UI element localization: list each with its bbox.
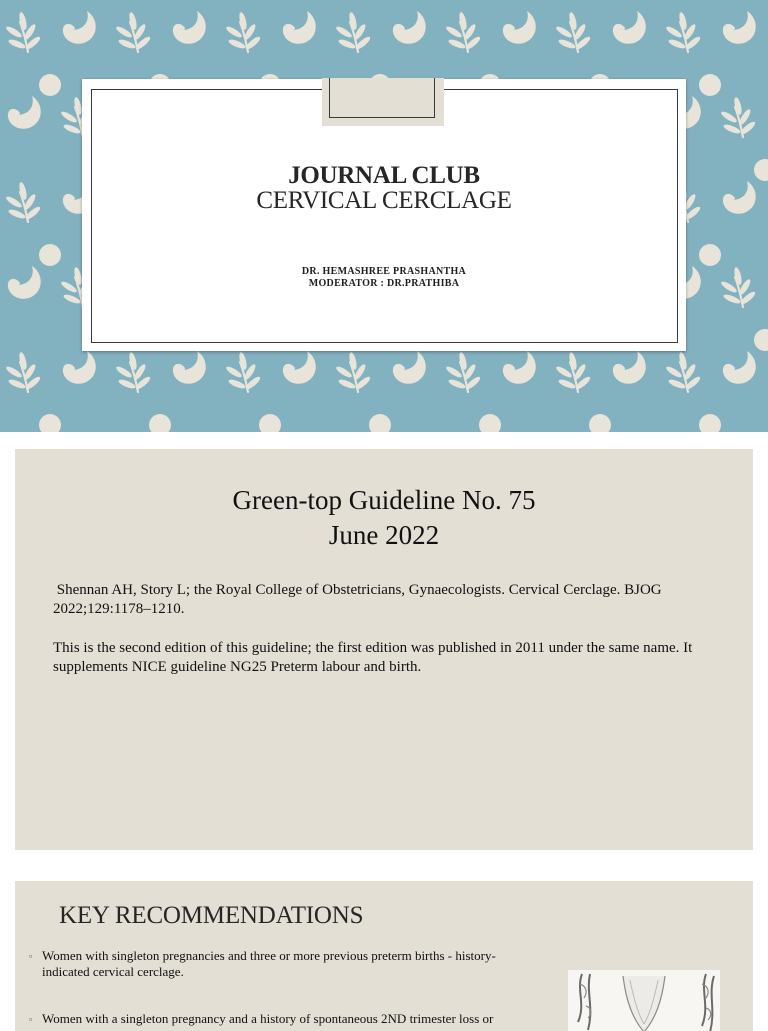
- list-item-text: Women with a singleton pregnancy and a history of spontaneous 2ND trimester loss or: [42, 1011, 494, 1026]
- list-item: [29, 948, 539, 980]
- bullet-marker-icon: ▫: [29, 951, 33, 961]
- presenter-name: DR. HEMASHREE PRASHANTHA: [301, 266, 467, 277]
- guideline-title: Green-top Guideline No. 75: [232, 485, 536, 515]
- edition-note: This is the second edition of this guideline; the first edition was published in 2011 under the same name. It supplements NICE guideline NG25 Preterm labour and birth.: [53, 640, 693, 675]
- recommendations-slide: [15, 881, 753, 1031]
- cervix-illustration: [568, 970, 720, 1031]
- list-item: [29, 1011, 539, 1027]
- title-card-tab: [322, 78, 444, 126]
- title-card-tab-border: [329, 78, 435, 118]
- recommendations-title: KEY RECOMMENDATIONS: [59, 902, 364, 929]
- list-item-text: Women with singleton pregnancies and three or more previous preterm births - history-indicated cervical cerclage.: [42, 948, 496, 979]
- guideline-slide: [15, 449, 753, 850]
- title-card: [82, 79, 686, 351]
- slide-subtitle: CERVICAL CERCLAGE: [256, 187, 512, 214]
- citation-text: Shennan AH, Story L; the Royal College of Obstetricians, Gynaecologists. Cervical Cerclage. BJOG 2022;129:1178–1210.: [53, 582, 666, 617]
- guideline-date: June 2022: [328, 520, 440, 550]
- moderator-name: MODERATOR : DR.PRATHIBA: [308, 278, 460, 289]
- title-card-border: [91, 89, 678, 343]
- bullet-marker-icon: ▫: [29, 1014, 33, 1024]
- slide-title: JOURNAL CLUB: [288, 162, 480, 189]
- title-slide: [0, 0, 768, 432]
- anatomy-sketch-icon: [568, 970, 720, 1031]
